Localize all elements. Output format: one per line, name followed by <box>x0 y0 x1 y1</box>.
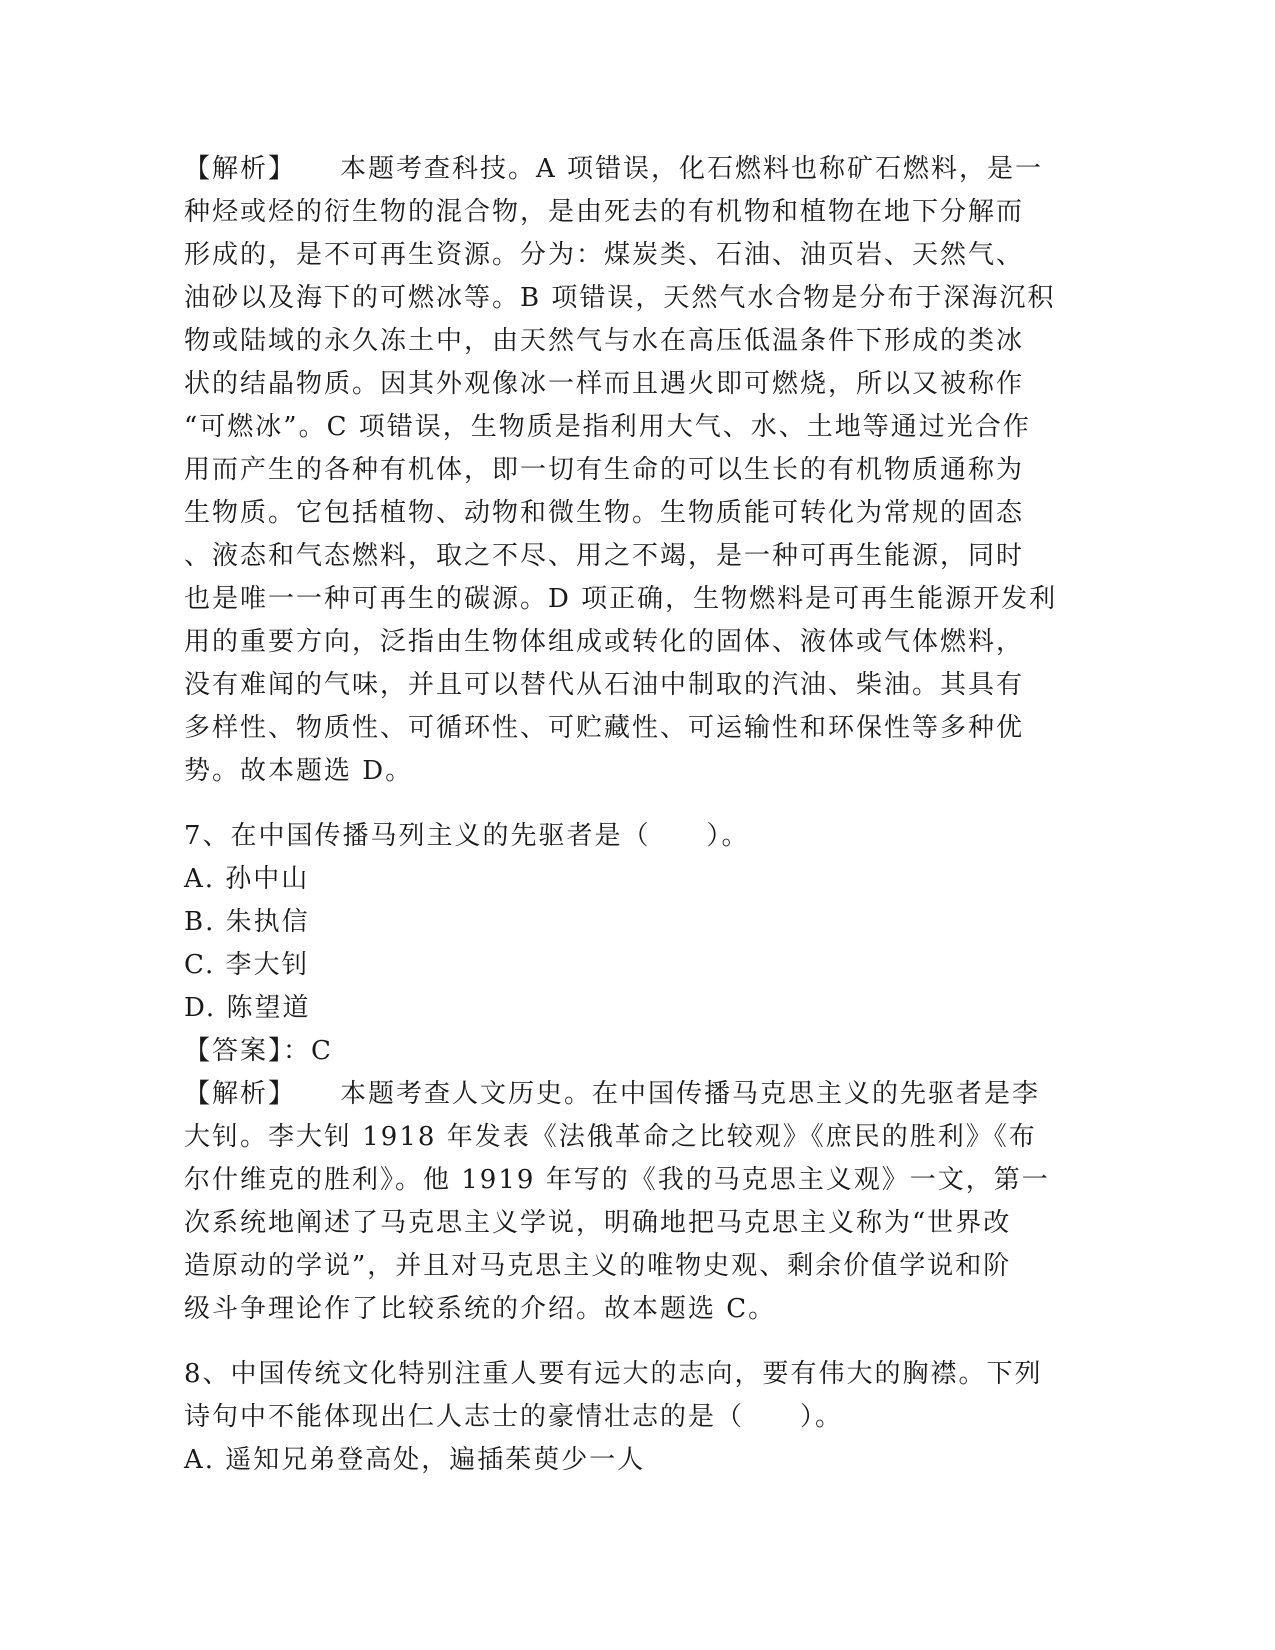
analysis-line: 也是唯一一种可再生的碳源。D 项正确，生物燃料是可再生能源开发利 <box>184 584 1058 614</box>
analysis-line: 种烃或烃的衍生物的混合物，是由死去的有机物和植物在地下分解而 <box>184 197 1025 227</box>
analysis-line: 没有难闻的气味，并且可以替代从石油中制取的汽油、柴油。其具有 <box>184 670 1025 700</box>
analysis-line: 势。故本题选 D。 <box>184 756 414 786</box>
option-c: C. 李大钊 <box>184 950 310 980</box>
question-8 <box>184 1353 1084 1482</box>
analysis-line: 大钊。李大钊 1918 年发表《法俄革命之比较观》《庶民的胜利》《布 <box>184 1122 1037 1152</box>
analysis-line: 级斗争理论作了比较系统的介绍。故本题选 C。 <box>184 1294 777 1324</box>
analysis-line: 物或陆域的永久冻土中，由天然气与水在高压低温条件下形成的类冰 <box>184 326 1025 356</box>
question-stem: 7、在中国传播马列主义的先驱者是（ ）。 <box>184 821 750 851</box>
answer-line: 【答案】：C <box>184 1036 333 1066</box>
analysis-line: 状的结晶物质。因其外观像冰一样而且遇火即可燃烧，所以又被称作 <box>184 369 1025 399</box>
analysis-line: 油砂以及海下的可燃冰等。B 项错误，天然气水合物是分布于深海沉积 <box>184 283 1056 313</box>
analysis-line: “可燃冰”。C 项错误，生物质是指利用大气、水、土地等通过光合作 <box>184 412 1031 442</box>
analysis-line: 次系统地阐述了马克思主义学说，明确地把马克思主义称为“世界改 <box>184 1208 1012 1238</box>
document-page <box>184 148 1084 1482</box>
analysis-q6 <box>184 148 1084 793</box>
analysis-line: 【解析】 本题考查人文历史。在中国传播马克思主义的先驱者是李 <box>184 1079 1041 1109</box>
option-a: A. 孙中山 <box>184 864 310 894</box>
analysis-line: 用而产生的各种有机体，即一切有生命的可以生长的有机物质通称为 <box>184 455 1025 485</box>
option-a: A. 遥知兄弟登高处，遍插茱萸少一人 <box>184 1445 646 1475</box>
analysis-line: 形成的，是不可再生资源。分为：煤炭类、石油、油页岩、天然气、 <box>184 240 1025 270</box>
analysis-line: 用的重要方向，泛指由生物体组成或转化的固体、液体或气体燃料， <box>184 627 1025 657</box>
analysis-line: 造原动的学说”，并且对马克思主义的唯物史观、剩余价值学说和阶 <box>184 1251 1012 1281</box>
question-stem: 8、中国传统文化特别注重人要有远大的志向，要有伟大的胸襟。下列 <box>184 1359 1043 1389</box>
analysis-line: 多样性、物质性、可循环性、可贮藏性、可运输性和环保性等多种优 <box>184 713 1025 743</box>
analysis-label: 【解析】 <box>184 1079 297 1109</box>
analysis-line: 尔什维克的胜利》。他 1919 年写的《我的马克思主义观》一文，第一 <box>184 1165 1050 1195</box>
option-b: B. 朱执信 <box>184 907 310 937</box>
option-d: D. 陈望道 <box>184 993 311 1023</box>
analysis-label: 【解析】 <box>184 154 297 184</box>
analysis-line: 【解析】 本题考查科技。A 项错误，化石燃料也称矿石燃料，是一 <box>184 154 1044 184</box>
analysis-line: 、液态和气态燃料，取之不尽、用之不竭，是一种可再生能源，同时 <box>184 541 1025 571</box>
question-7 <box>184 815 1084 1331</box>
analysis-line: 生物质。它包括植物、动物和微生物。生物质能可转化为常规的固态 <box>184 498 1025 528</box>
question-stem: 诗句中不能体现出仁人志士的豪情壮志的是（ ）。 <box>184 1402 844 1432</box>
